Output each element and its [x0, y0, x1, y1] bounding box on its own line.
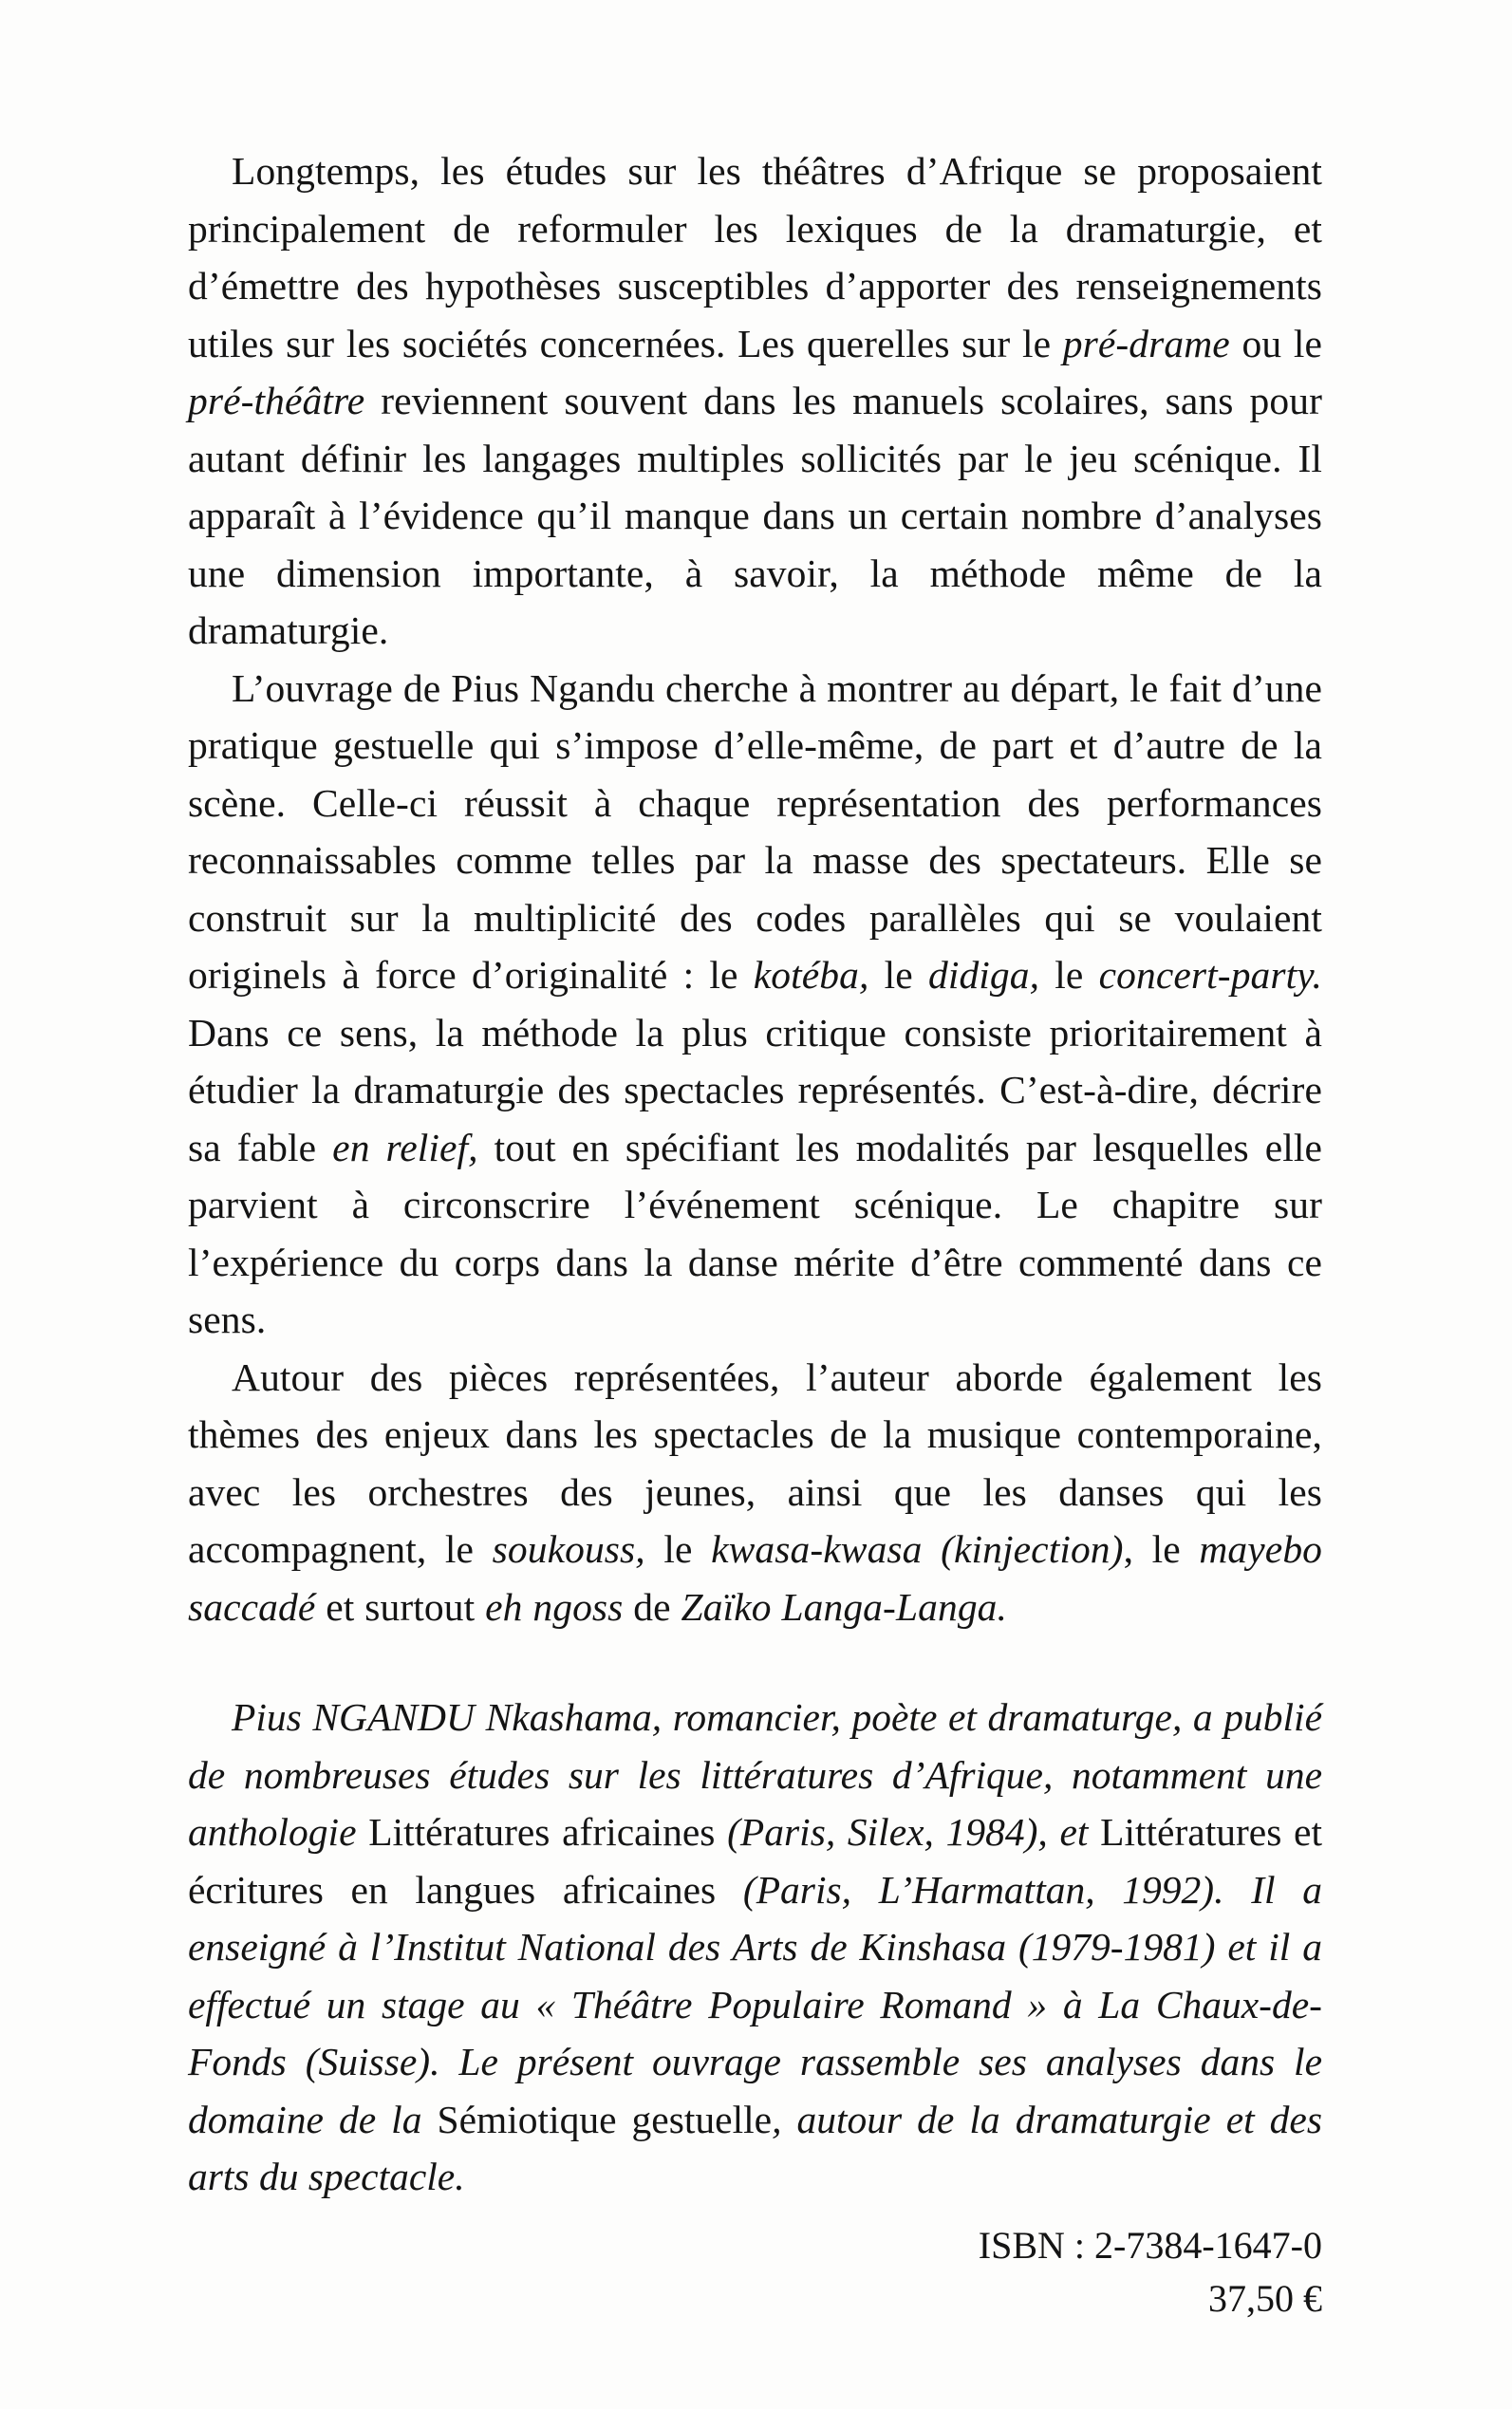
- para-3-run-8: de: [623, 1584, 681, 1629]
- para-2-run-2: le: [868, 953, 928, 997]
- para-2-run-0: L’ouvrage de Pius Ngandu cherche à montrer au départ, le fait d’une pratique gestuelle qui s’impose d’elle-même, de part et d’autre de la scène. Celle-ci réussit à chaque représentation des performances reconnaissables comme telles par la masse des spectateurs. Elle se construit sur la multiplicité des codes parallèles qui se voulaient originels à force d’originalité : le: [188, 665, 1322, 997]
- blurb-body: [188, 142, 1322, 1635]
- para-3-run-6: et surtout: [315, 1584, 486, 1629]
- para-1-run-3: pré-théâtre: [188, 379, 365, 422]
- para-3-run-1: soukouss,: [492, 1527, 645, 1571]
- bio-run-2: (Paris, Silex, 1984), et: [727, 1810, 1101, 1854]
- para-1-run-4: reviennent souvent dans les manuels scolaires, sans pour autant définir les langages multiples sollicités par le jeu scénique. Il apparaît à l’évidence qu’il manque dans un certain nombre d’analyses une dimension importante, à savoir, la méthode même de la dramaturgie.: [188, 379, 1322, 652]
- para-1-run-2: ou le: [1229, 321, 1322, 365]
- para-2-run-7: en relief,: [332, 1125, 478, 1169]
- bio-run-0: Pius NGANDU Nkashama, romancier, poète et dramaturge, a publié de nombreuses études sur les littératures d’Afrique, notamment une anthologie: [188, 1695, 1322, 1854]
- price-line: 37,50 €: [1208, 2277, 1322, 2320]
- author-bio-paragraph: [188, 1689, 1322, 2206]
- para-2-run-3: didiga,: [927, 953, 1040, 997]
- para-3-run-3: kwasa-kwasa (kinjection): [711, 1527, 1124, 1571]
- para-2-run-1: kotéba,: [753, 953, 869, 997]
- bio-term-semiotique-gestuelle: Sémiotique gestuelle: [437, 2097, 773, 2141]
- bio-run-6: , autour de la dramaturgie et des arts du spectacle.: [188, 2097, 1323, 2198]
- para-1-run-0: Longtemps, les études sur les théâtres d’Afrique se proposaient principalement de reformuler les lexiques de la dramaturgie, et d’émettre des hypothèses susceptibles d’apporter des renseignements utiles sur les sociétés concernées. Les querelles sur le: [188, 149, 1322, 365]
- bio-title-litteratures-africaines: Littératures africaines: [368, 1810, 728, 1854]
- para-3-run-9: Zaïko Langa-Langa.: [681, 1584, 1008, 1629]
- para-2-run-8: tout en spécifiant les modalités par lesquelles elle parvient à circonscrire l’événement scénique. Le chapitre sur l’expérience du corps dans la danse mérite d’être commenté dans ce sens.: [188, 1125, 1323, 1341]
- para-2-run-5: concert-party.: [1098, 953, 1322, 997]
- bio-title-litteratures-et-ecritures: Littératures et écritures en langues africaines: [188, 1810, 1322, 1912]
- bio-run-4: (Paris, L’Harmattan, 1992). Il a enseigné à l’Institut National des Arts de Kinshasa (1979-1981) et il a effectué un stage au « Théâtre Populaire Romand » à La Chaux-de-Fonds (Suisse). Le présent ouvrage rassemble ses analyses dans le domaine de la: [188, 1867, 1323, 2141]
- paragraph-2: [188, 660, 1322, 1349]
- paragraph-1: [188, 142, 1322, 660]
- paragraph-3: [188, 1349, 1322, 1636]
- para-3-run-4: , le: [1123, 1527, 1200, 1571]
- para-2-run-4: le: [1039, 953, 1099, 997]
- para-3-run-7: eh ngoss: [485, 1584, 624, 1629]
- para-3-run-2: le: [644, 1527, 712, 1571]
- colophon-block: [188, 2219, 1322, 2325]
- para-2-run-6: Dans ce sens, la méthode la plus critique consiste prioritairement à étudier la dramaturgie des spectacles représentés. C’est-à-dire, décrire sa fable: [188, 1010, 1322, 1169]
- para-3-run-0: Autour des pièces représentées, l’auteur aborde également les thèmes des enjeux dans les spectacles de la musique contemporaine, avec les orchestres des jeunes, ainsi que les danses qui les accompagnent, le: [188, 1354, 1322, 1571]
- para-3-run-5: mayebo saccadé: [188, 1527, 1323, 1629]
- para-1-run-1: pré-drame: [1062, 321, 1230, 365]
- back-cover-text-block: [188, 142, 1322, 2206]
- author-bio-block: [188, 1689, 1322, 2206]
- isbn-line: ISBN : 2-7384-1647-0: [978, 2224, 1322, 2267]
